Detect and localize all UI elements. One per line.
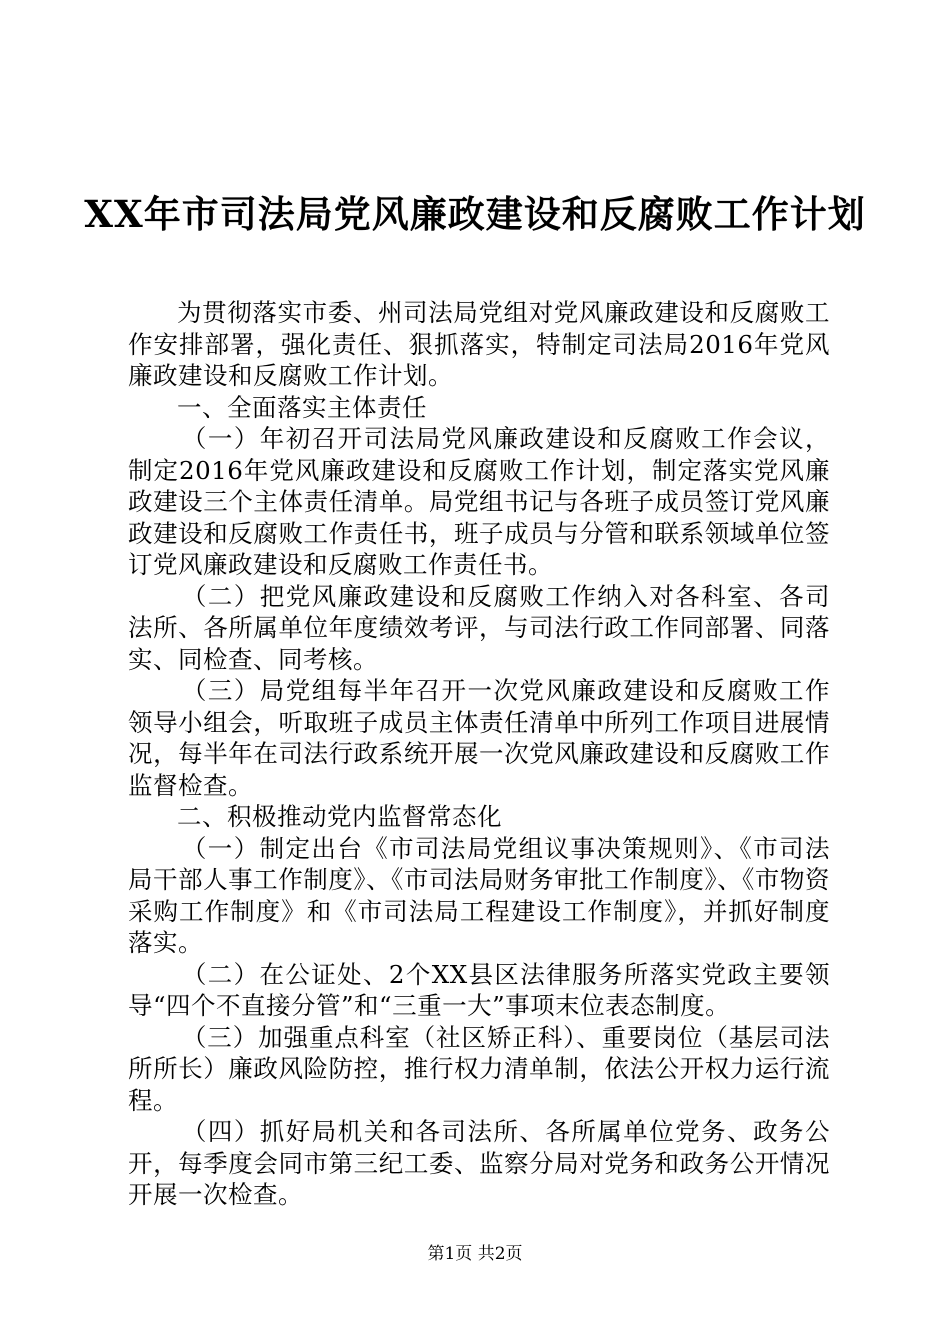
document-body xyxy=(128,297,830,1211)
document-title: XX年市司法局党风廉政建设和反腐败工作计划 xyxy=(84,192,866,236)
section-1-item-2: （二）把党风廉政建设和反腐败工作纳入对各科室、各司法所、各所属单位年度绩效考评，与司法行政工作同部署、同落实、同检查、同考核。 xyxy=(128,581,830,674)
section-2-item-3: （三）加强重点科室（社区矫正科）、重要岗位（基层司法所所长）廉政风险防控，推行权力清单制，依法公开权力运行流程。 xyxy=(128,1022,830,1115)
section-2-item-4: （四）抓好局机关和各司法所、各所属单位党务、政务公开，每季度会同市第三纪工委、监察分局对党务和政务公开情况开展一次检查。 xyxy=(128,1117,830,1209)
intro-paragraph: 为贯彻落实市委、州司法局党组对党风廉政建设和反腐败工作安排部署，强化责任、狠抓落实，特制定司法局2016年党风廉政建设和反腐败工作计划。 xyxy=(128,298,830,390)
section-2-item-1: （一）制定出台《市司法局党组议事决策规则》、《市司法局干部人事工作制度》、《市司法局财务审批工作制度》、《市物资采购工作制度》和《市司法局工程建设工作制度》，并抓好制度落实。 xyxy=(128,833,830,957)
section-heading-2: 二、积极推动党内监督常态化 xyxy=(177,802,502,831)
section-2-item-2: （二）在公证处、2个XX县区法律服务所落实党政主要领导“四个不直接分管”和“三重一大”事项末位表态制度。 xyxy=(128,959,830,1020)
section-1-item-3: （三）局党组每半年召开一次党风廉政建设和反腐败工作领导小组会，听取班子成员主体责任清单中所列工作项目进展情况，每半年在司法行政系统开展一次党风廉政建设和反腐败工作监督检查。 xyxy=(128,676,830,800)
section-1-item-1: （一）年初召开司法局党风廉政建设和反腐败工作会议，制定2016年党风廉政建设和反腐败工作计划，制定落实党风廉政建设三个主体责任清单。局党组书记与各班子成员签订党风廉政建设和反腐败工作责任书，班子成员与分管和联系领域单位签订党风廉政建设和反腐败工作责任书。 xyxy=(128,424,830,579)
section-heading-1: 一、全面落实主体责任 xyxy=(177,392,427,422)
page-number-footer: 第1页 共2页 xyxy=(427,1244,523,1264)
